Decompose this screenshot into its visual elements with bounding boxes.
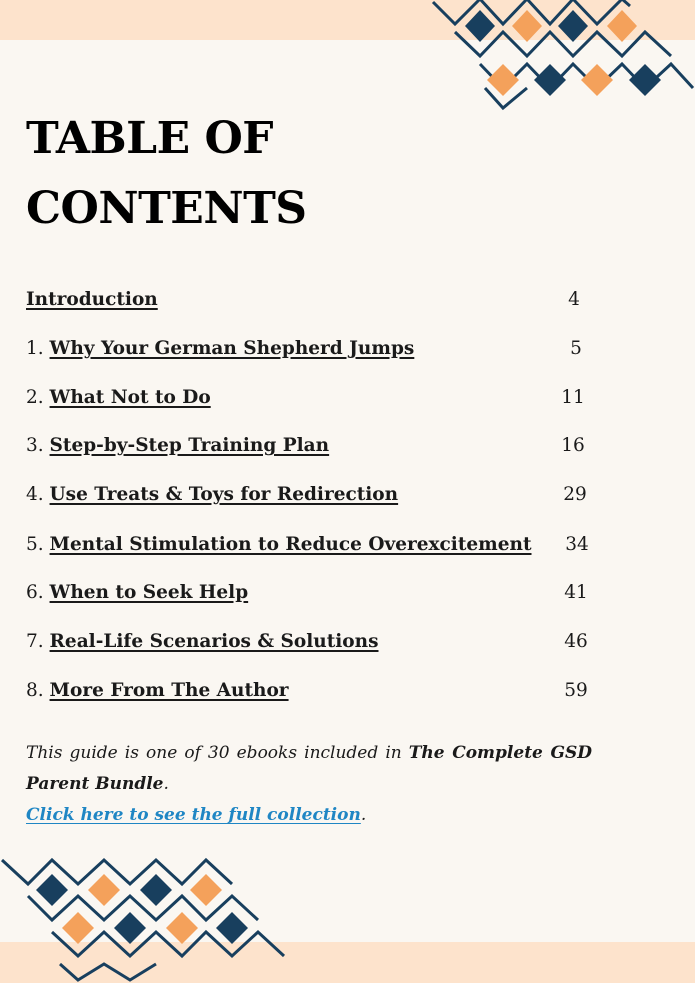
toc-number: 1. [26,338,50,359]
toc-link[interactable]: Use Treats & Toys for Redirection [49,484,399,505]
toc-number: 6. [26,582,50,603]
toc-link[interactable]: Step-by-Step Training Plan [49,435,330,456]
toc-item-8 [26,676,596,706]
toc-link[interactable]: Real-Life Scenarios & Solutions [49,631,379,652]
toc-page-number: 16 [561,435,585,456]
toc-page-number: 59 [564,680,588,701]
toc-number: 7. [26,631,50,652]
title-line-1: TABLE OF [26,113,274,164]
toc-item-introduction [26,285,596,315]
toc-link[interactable]: Introduction [26,289,158,310]
toc-link[interactable]: When to Seek Help [49,582,249,603]
title-line-2: CONTENTS [26,183,307,234]
toc-page-number: 41 [564,582,588,603]
toc-link[interactable]: More From The Author [49,680,289,701]
page-title [26,104,307,244]
toc-item-1 [26,334,596,364]
toc-page-number: 4 [568,289,580,310]
toc-item-4 [26,480,596,510]
toc-item-6 [26,578,596,608]
decor-pattern-top-icon [425,0,695,120]
bundle-note [26,738,592,831]
toc-number: 8. [26,680,50,701]
toc-link[interactable]: Why Your German Shepherd Jumps [49,338,415,359]
toc-number: 3. [26,435,50,456]
toc-page-number: 11 [561,387,585,408]
toc-page-number: 29 [563,484,587,505]
toc-link[interactable]: Mental Stimulation to Reduce Overexcitement [49,534,532,555]
note-period: . [163,774,169,794]
full-collection-link[interactable]: Click here to see the full collection [26,805,361,825]
toc-item-2 [26,383,596,413]
toc-item-5 [26,530,596,560]
link-period: . [360,805,367,825]
toc-page-number: 46 [564,631,588,652]
toc-link[interactable]: What Not to Do [49,387,211,408]
bundle-name: The Complete GSD Parent Bundle [26,743,592,794]
toc-number: 5. [26,534,50,555]
toc-item-7 [26,627,596,657]
toc-page-number: 34 [565,534,589,555]
toc-page-number: 5 [570,338,582,359]
toc-item-3 [26,431,596,461]
decor-pattern-bottom-icon [0,852,290,983]
toc-number: 4. [26,484,50,505]
note-text: This guide is one of 30 ebooks included in [26,743,409,763]
toc-number: 2. [26,387,50,408]
